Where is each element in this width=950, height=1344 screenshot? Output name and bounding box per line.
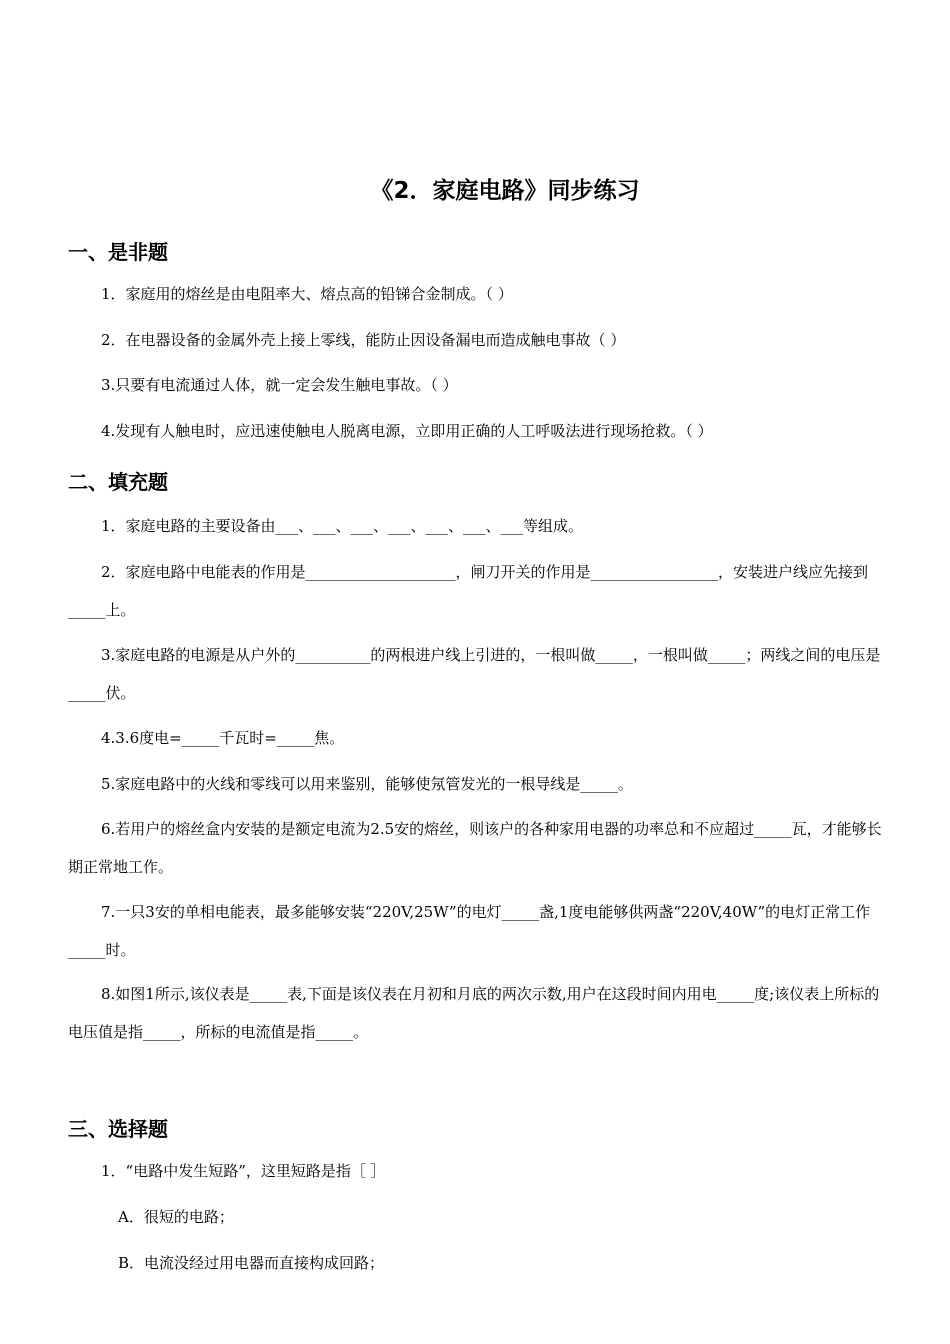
question-text: 4.发现有人触电时，应迅速使触电人脱离电源，立即用正确的人工呼吸法进行现场抢救。（ ）: [101, 422, 713, 440]
question-text: 1．家庭电路的主要设备由___、___、___、___、___、___、___等组成。: [101, 517, 584, 535]
section-heading-fill-in: 二、填充题: [68, 470, 168, 494]
question-text: 2．家庭电路中电能表的作用是____________________，闸刀开关的作用是_________________，安装进户线应先接到_____上。: [68, 563, 869, 619]
question-text: 1．家庭用的熔丝是由电阻率大、熔点高的铅锑合金制成。（ ）: [101, 285, 513, 303]
answer-option: B．电流没经过用电器而直接构成回路；: [118, 1254, 385, 1272]
question-text: 3.家庭电路的电源是从户外的__________的两根进户线上引进的，一根叫做_____，一根叫做_____；两线之间的电压是_____伏。: [68, 646, 881, 702]
answer-option: A．很短的电路；: [118, 1208, 234, 1226]
section-heading-multiple-choice: 三、选择题: [68, 1117, 168, 1141]
question-text: 7.一只3安的单相电能表，最多能够安装“220V,25W”的电灯_____盏,1度电能够供两盏“220V,40W”的电灯正常工作_____时。: [68, 903, 871, 959]
question-text: 4.3.6度电=_____千瓦时=_____焦。: [101, 729, 345, 747]
question-text: 1．“电路中发生短路”，这里短路是指［ ］: [101, 1162, 386, 1180]
question-text: 3.只要有电流通过人体，就一定会发生触电事故。（ ）: [101, 376, 458, 394]
question-text: 8.如图1所示,该仪表是_____表,下面是该仪表在月初和月底的两次示数,用户在这段时间内用电_____度;该仪表上所标的电压值是指_____，所标的电流值是指_____。: [68, 985, 880, 1041]
question-text: 2．在电器设备的金属外壳上接上零线，能防止因设备漏电而造成触电事故（ ）: [101, 331, 626, 349]
section-heading-true-false: 一、是非题: [68, 240, 168, 264]
question-text: 5.家庭电路中的火线和零线可以用来鉴别，能够使氖管发光的一根导线是_____。: [101, 775, 633, 793]
page-title: 《2．家庭电路》同步练习: [370, 178, 640, 204]
question-text: 6.若用户的熔丝盒内安装的是额定电流为2.5安的熔丝，则该户的各种家用电器的功率总和不应超过_____瓦，才能够长期正常地工作。: [68, 820, 882, 876]
